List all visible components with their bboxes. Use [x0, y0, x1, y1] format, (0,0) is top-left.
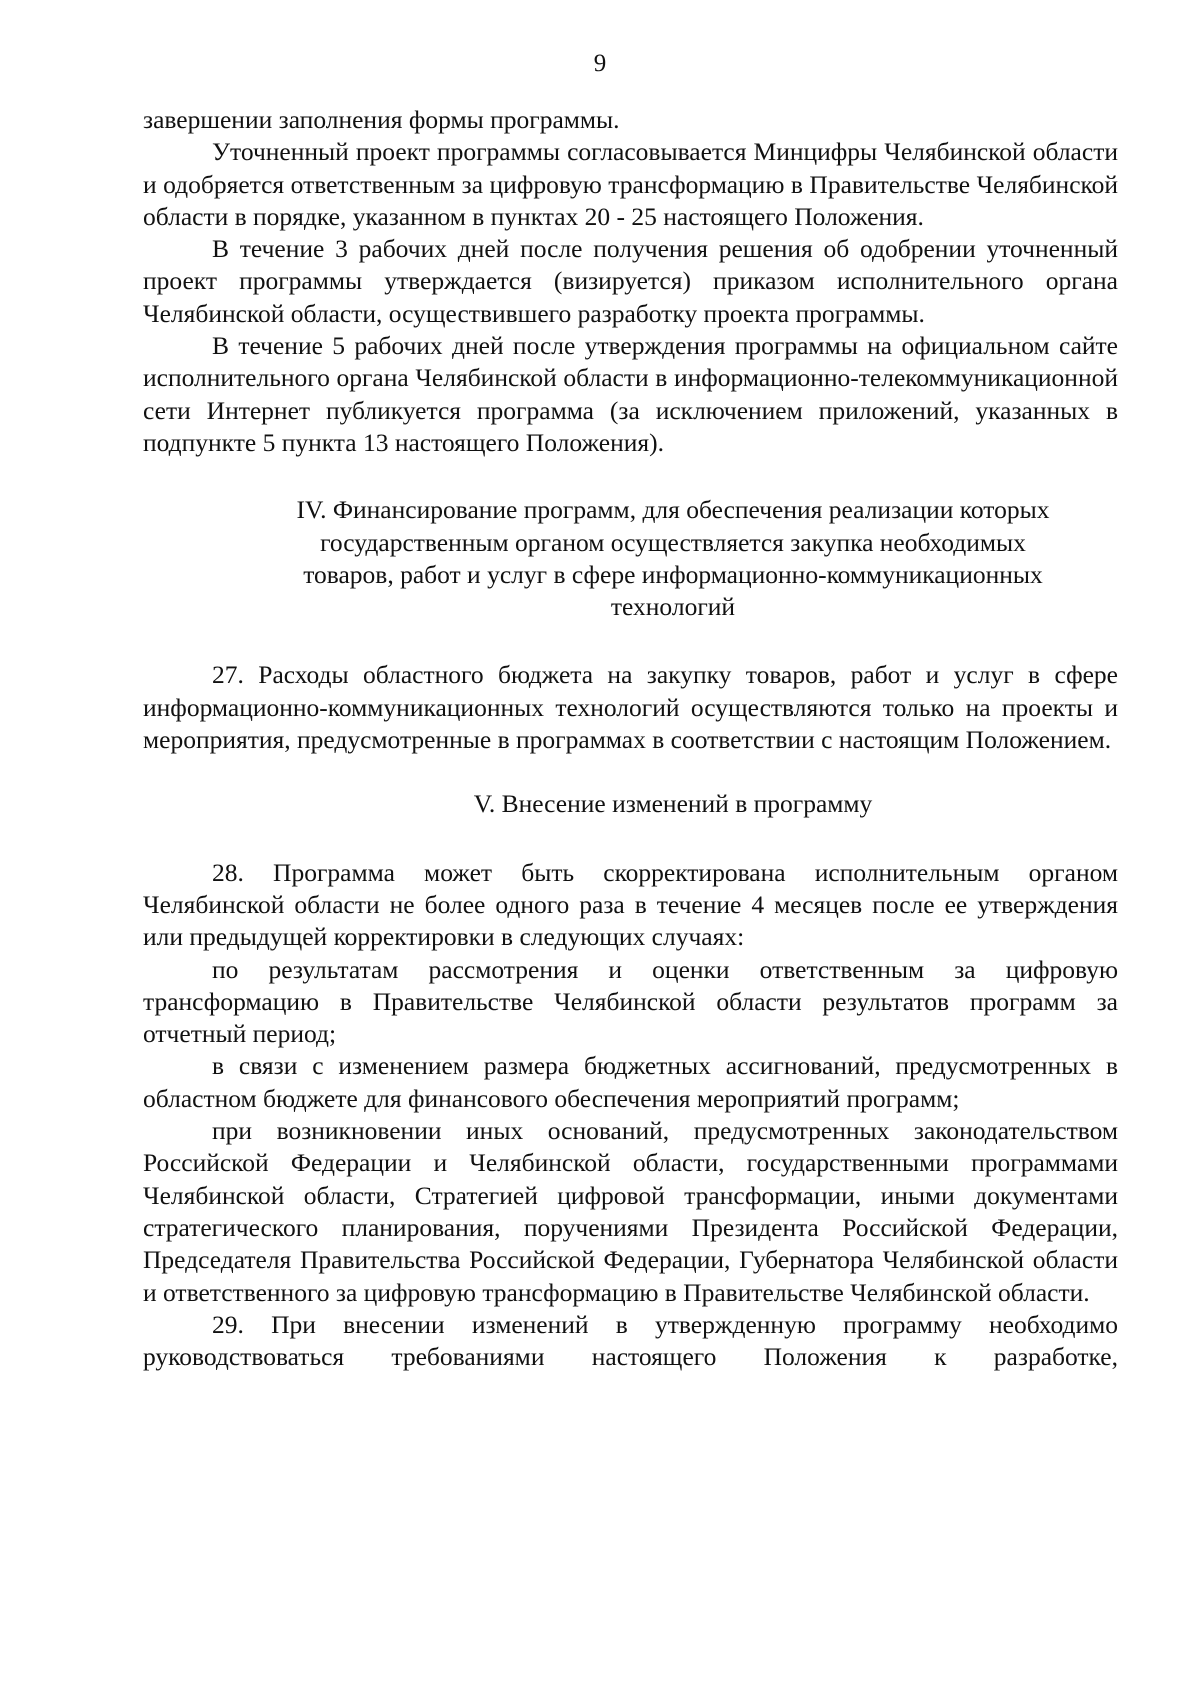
paragraph-28: 28. Программа может быть скорректирована исполнительным органом Челябинской области не более одного раза в течение 4 месяцев после ее утверждения или предыдущей корректировки в следующих случаях:	[143, 857, 1118, 952]
document-body	[143, 104, 1118, 1373]
paragraph-29: 29. При внесении изменений в утвержденную программу необходимо руководствоваться требованиями настоящего Положения к разработке,	[143, 1309, 1118, 1372]
paragraph-project-approval: Уточненный проект программы согласовывается Минцифры Челябинской области и одобряется ответственным за цифровую трансформацию в Правительстве Челябинской области в порядке, указанном в пунктах 20 - 25 настоящего Положения.	[143, 137, 1118, 231]
paragraph-27: 27. Расходы областного бюджета на закупку товаров, работ и услуг в сфере информационно-коммуникационных технологий осуществляются только на проекты и мероприятия, предусмотренные в программах в соответствии с настоящим Положением.	[143, 660, 1118, 755]
paragraph-28-case-results: по результатам рассмотрения и оценки ответственным за цифровую трансформацию в Правительстве Челябинской области результатов программ за отчетный период;	[143, 954, 1118, 1049]
paragraph-project-publication: В течение 5 рабочих дней после утверждения программы на официальном сайте исполнительного органа Челябинской области в информационно-телекоммуникационной сети Интернет публикуется программа (за исключением приложений, указанных в подпункте 5 пункта 13 настоящего Положения).	[143, 331, 1118, 457]
paragraph-28-case-budget: в связи с изменением размера бюджетных ассигнований, предусмотренных в областном бюджете для финансового обеспечения мероприятий программ;	[143, 1051, 1118, 1113]
section-heading-v: V. Внесение изменений в программу	[473, 789, 873, 819]
paragraph-continuation: завершении заполнения формы программы.	[143, 105, 620, 134]
paragraph-project-signing: В течение 3 рабочих дней после получения решения об одобрении уточненный проект программы утверждается (визируется) приказом исполнительного органа Челябинской области, осуществившего разработку проекта программы.	[143, 234, 1118, 328]
page-number: 9	[593, 50, 607, 77]
paragraph-28-case-other: при возникновении иных оснований, предусмотренных законодательством Российской Федерации и Челябинской области, государственными программами Челябинской области, Стратегией цифровой трансформации, иными документами стратегического планирования, поручениями Президента Российской Федерации, Председателя Правительства Российской Федерации, Губернатора Челябинской области и ответственного за цифровую трансформацию в Правительстве Челябинской области.	[143, 1116, 1118, 1307]
section-heading-iv: IV. Финансирование программ, для обеспечения реализации которых государственным органом осуществляется закупка необходимых товаров, работ и услуг в сфере информационно-коммуникационных технологий	[296, 495, 1050, 622]
